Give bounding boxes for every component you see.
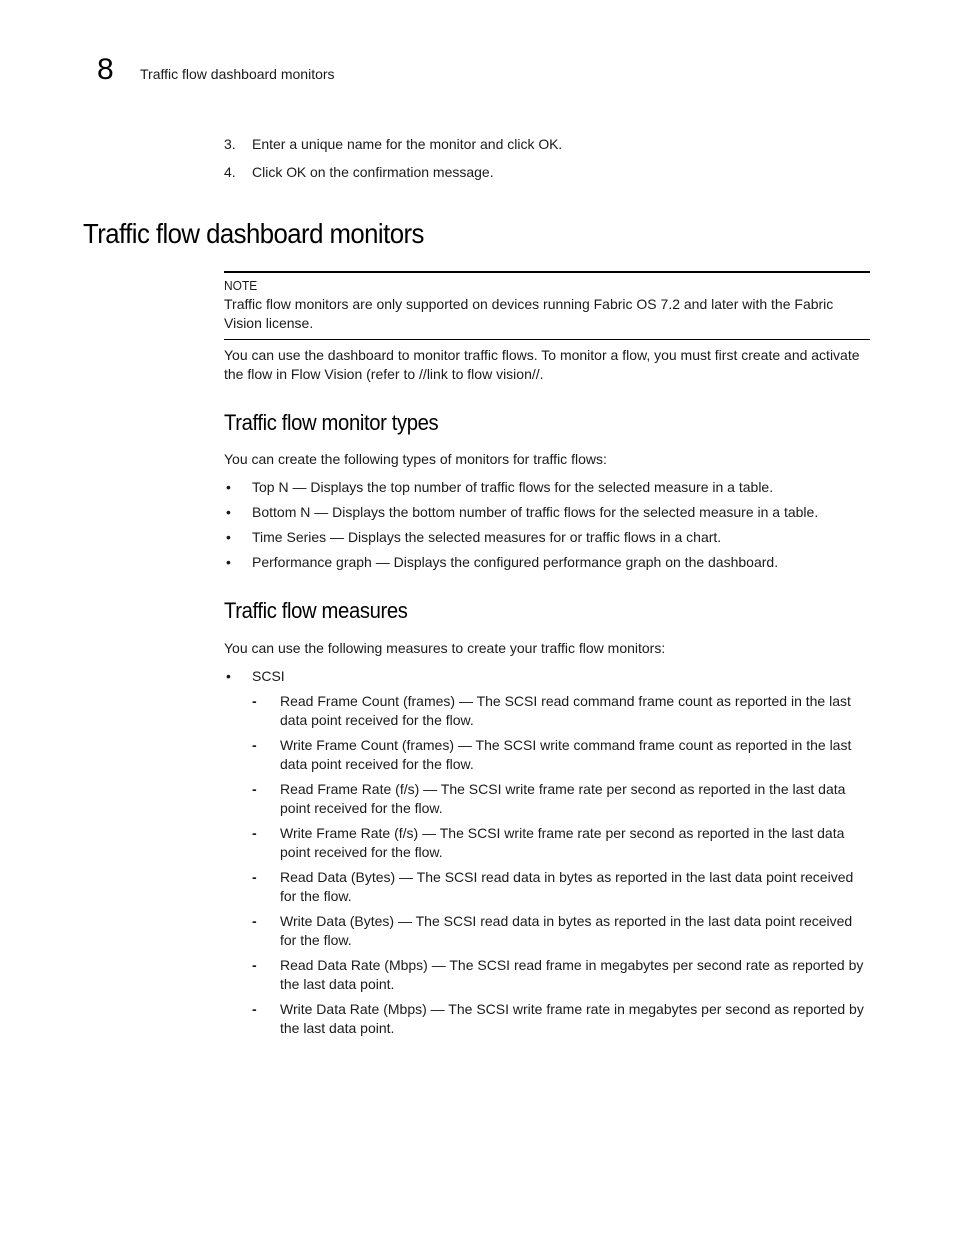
dash-glyph: - (252, 869, 257, 885)
procedure-steps (224, 135, 562, 191)
list-item (224, 478, 870, 497)
step-number: 4. (224, 164, 236, 180)
sub-item (252, 824, 870, 862)
chapter-number: 8 (97, 53, 114, 86)
section-intro: You can use the dashboard to monitor traffic flows. To monitor a flow, you must first create and activate the flow in Flow Vision (refer to //link to flow vision//. (224, 347, 860, 382)
ui-term-ok: OK (286, 164, 307, 180)
step-text: Click (252, 164, 287, 180)
step-text-end: on the confirmation message. (306, 164, 494, 180)
list-item-text: Bottom N — Displays the bottom number of traffic flows for the selected measure in a table. (252, 504, 819, 520)
list-item-text: Time Series — Displays the selected measures for or traffic flows in a chart. (252, 529, 722, 545)
note-box (224, 271, 870, 340)
sub-item (252, 736, 870, 774)
sub-item-text: Write Frame Count (frames) — The SCSI write command frame count as reported in the last data point received for the flow. (280, 737, 852, 772)
types-title: Traffic flow monitor types (224, 410, 439, 435)
measures-intro: You can use the following measures to create your traffic flow monitors: (224, 640, 666, 656)
dash-glyph: - (252, 693, 257, 709)
types-intro: You can create the following types of monitors for traffic flows: (224, 451, 607, 467)
step-text-end: . (558, 136, 563, 152)
step-text: Enter a unique name for the monitor and click (252, 136, 539, 152)
ui-term-ok: OK (538, 136, 559, 152)
sub-item (252, 956, 870, 994)
measures-title: Traffic flow measures (224, 598, 408, 623)
bullet-glyph: • (226, 668, 231, 684)
sub-item-text: Write Frame Rate (f/s) — The SCSI write frame rate per second as reported in the last data point received for the flow. (280, 825, 845, 860)
sub-item (252, 868, 870, 906)
sub-item-text: Read Frame Count (frames) — The SCSI read command frame count as reported in the last data point received for the flow. (280, 693, 851, 728)
measures-sublist (252, 692, 870, 1044)
measures-group-list (224, 667, 870, 692)
types-list (224, 478, 870, 578)
sub-item (252, 780, 870, 818)
list-item (224, 528, 870, 547)
list-item (224, 553, 870, 572)
bullet-glyph: • (226, 504, 231, 520)
sub-item (252, 1000, 870, 1038)
dash-glyph: - (252, 781, 257, 797)
dash-glyph: - (252, 1001, 257, 1017)
running-header-title: Traffic flow dashboard monitors (140, 66, 335, 82)
sub-item-text: Read Frame Rate (f/s) — The SCSI write frame rate per second as reported in the last data point received for the flow. (280, 781, 846, 816)
dash-glyph: - (252, 913, 257, 929)
list-item-text: Top N — Displays the top number of traffic flows for the selected measure in a table. (252, 479, 774, 495)
sub-item-text: Write Data Rate (Mbps) — The SCSI write frame rate in megabytes per second as reported by the last data point. (280, 1001, 864, 1036)
bullet-glyph: • (226, 479, 231, 495)
sub-item-text: Read Data Rate (Mbps) — The SCSI read frame in megabytes per second rate as reported by the last data point. (280, 957, 864, 992)
bullet-glyph: • (226, 529, 231, 545)
step-number: 3. (224, 136, 236, 152)
sub-item-text: Read Data (Bytes) — The SCSI read data in bytes as reported in the last data point received for the flow. (280, 869, 854, 904)
list-item (224, 503, 870, 522)
dash-glyph: - (252, 825, 257, 841)
measure-group-label: SCSI (252, 668, 285, 684)
section-title: Traffic flow dashboard monitors (83, 218, 424, 249)
note-label: NOTE (224, 278, 258, 293)
list-item-text: Performance graph — Displays the configured performance graph on the dashboard. (252, 554, 779, 570)
sub-item (252, 692, 870, 730)
bullet-glyph: • (226, 554, 231, 570)
step-item (224, 163, 562, 181)
sub-item-text: Write Data (Bytes) — The SCSI read data in bytes as reported in the last data point received for the flow. (280, 913, 853, 948)
step-item (224, 135, 562, 153)
note-text: Traffic flow monitors are only supported on devices running Fabric OS 7.2 and later with the Fabric Vision license. (224, 296, 834, 331)
sub-item (252, 912, 870, 950)
dash-glyph: - (252, 957, 257, 973)
dash-glyph: - (252, 737, 257, 753)
list-item (224, 667, 870, 686)
